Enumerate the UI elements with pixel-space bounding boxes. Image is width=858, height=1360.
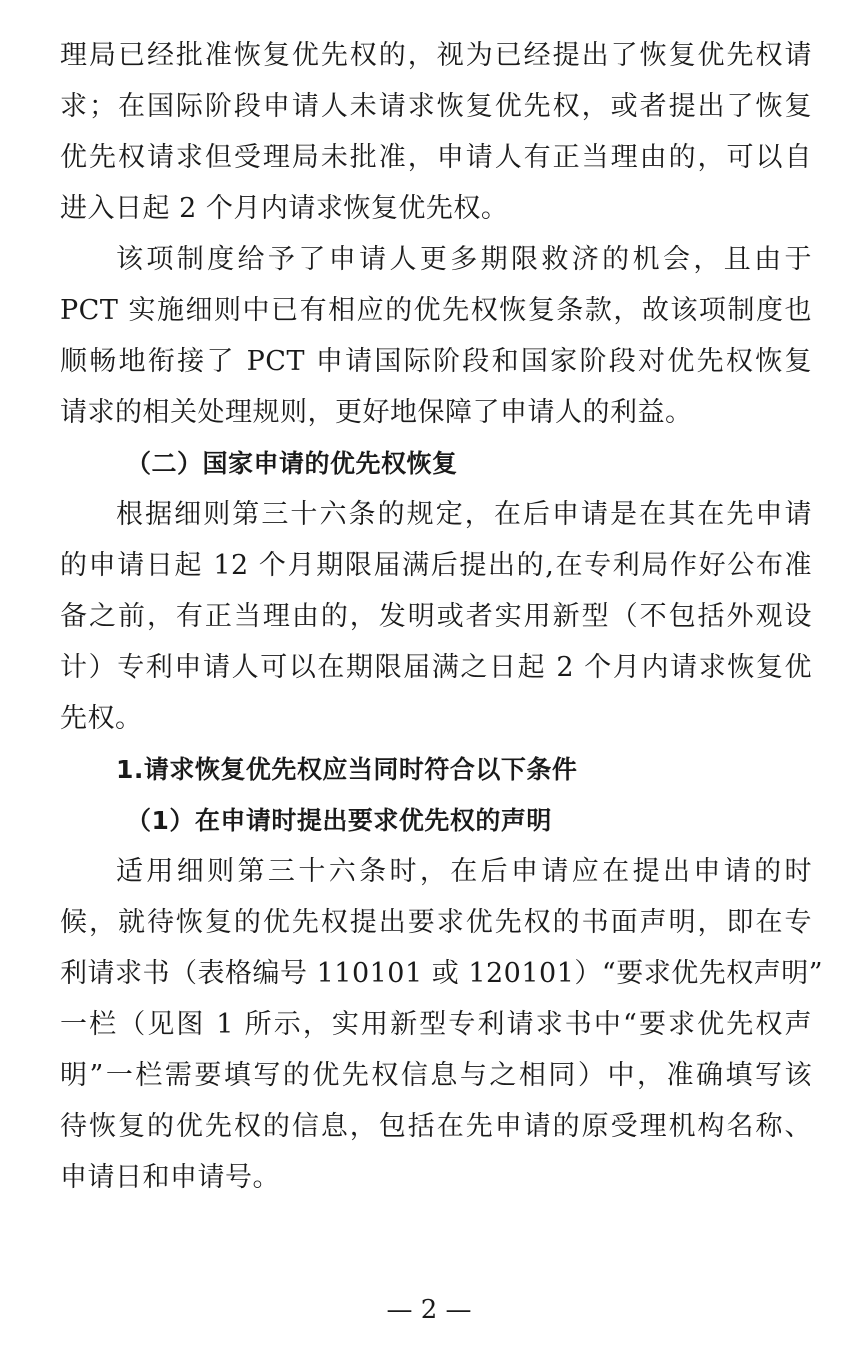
text-line: 进入日起 2 个月内请求恢复优先权。 — [60, 193, 509, 224]
text-line: 的申请日起 12 个月期限届满后提出的,在专利局作好公布准 — [60, 550, 812, 581]
text-line: 待恢复的优先权的信息，包括在先申请的原受理机构名称、 — [60, 1111, 812, 1142]
section-heading: （二）国家申请的优先权恢复 — [126, 449, 458, 478]
text-line: 明”一栏需要填写的优先权信息与之相同）中，准确填写该 — [60, 1060, 812, 1091]
text-line: 候，就待恢复的优先权提出要求优先权的书面声明，即在专 — [60, 907, 812, 938]
text-line: 优先权请求但受理局未批准，申请人有正当理由的，可以自 — [60, 142, 812, 173]
text-line: 备之前，有正当理由的，发明或者实用新型（不包括外观设 — [60, 601, 812, 632]
subcondition-heading: （1）在申请时提出要求优先权的声明 — [126, 806, 552, 835]
text-line: PCT 实施细则中已有相应的优先权恢复条款，故该项制度也 — [60, 295, 812, 326]
page-number: — 2 — — [386, 1295, 472, 1325]
paragraph-4 — [60, 846, 823, 1203]
document-page — [60, 30, 823, 1203]
text-line: 利请求书（表格编号 110101 或 120101）“要求优先权声明” — [60, 958, 823, 989]
text-line: 适用细则第三十六条时，在后申请应在提出申请的时 — [116, 856, 812, 887]
text-line: 求；在国际阶段申请人未请求恢复优先权，或者提出了恢复 — [60, 91, 812, 122]
paragraph-1 — [60, 30, 812, 234]
conditions-heading: 1.请求恢复优先权应当同时符合以下条件 — [116, 755, 578, 784]
paragraph-2 — [60, 234, 812, 438]
text-line: 理局已经批准恢复优先权的，视为已经提出了恢复优先权请 — [60, 40, 812, 71]
text-line: 该项制度给予了申请人更多期限救济的机会，且由于 — [116, 244, 812, 275]
text-line: 申请日和申请号。 — [60, 1162, 280, 1193]
text-line: 顺畅地衔接了 PCT 申请国际阶段和国家阶段对优先权恢复 — [60, 346, 812, 377]
paragraph-3 — [60, 489, 812, 744]
text-line: 先权。 — [60, 703, 143, 734]
text-line: 请求的相关处理规则，更好地保障了申请人的利益。 — [60, 397, 693, 428]
text-line: 一栏（见图 1 所示，实用新型专利请求书中“要求优先权声 — [60, 1009, 812, 1040]
text-line: 计）专利申请人可以在期限届满之日起 2 个月内请求恢复优 — [60, 652, 812, 683]
text-line: 根据细则第三十六条的规定，在后申请是在其在先申请 — [116, 499, 812, 530]
